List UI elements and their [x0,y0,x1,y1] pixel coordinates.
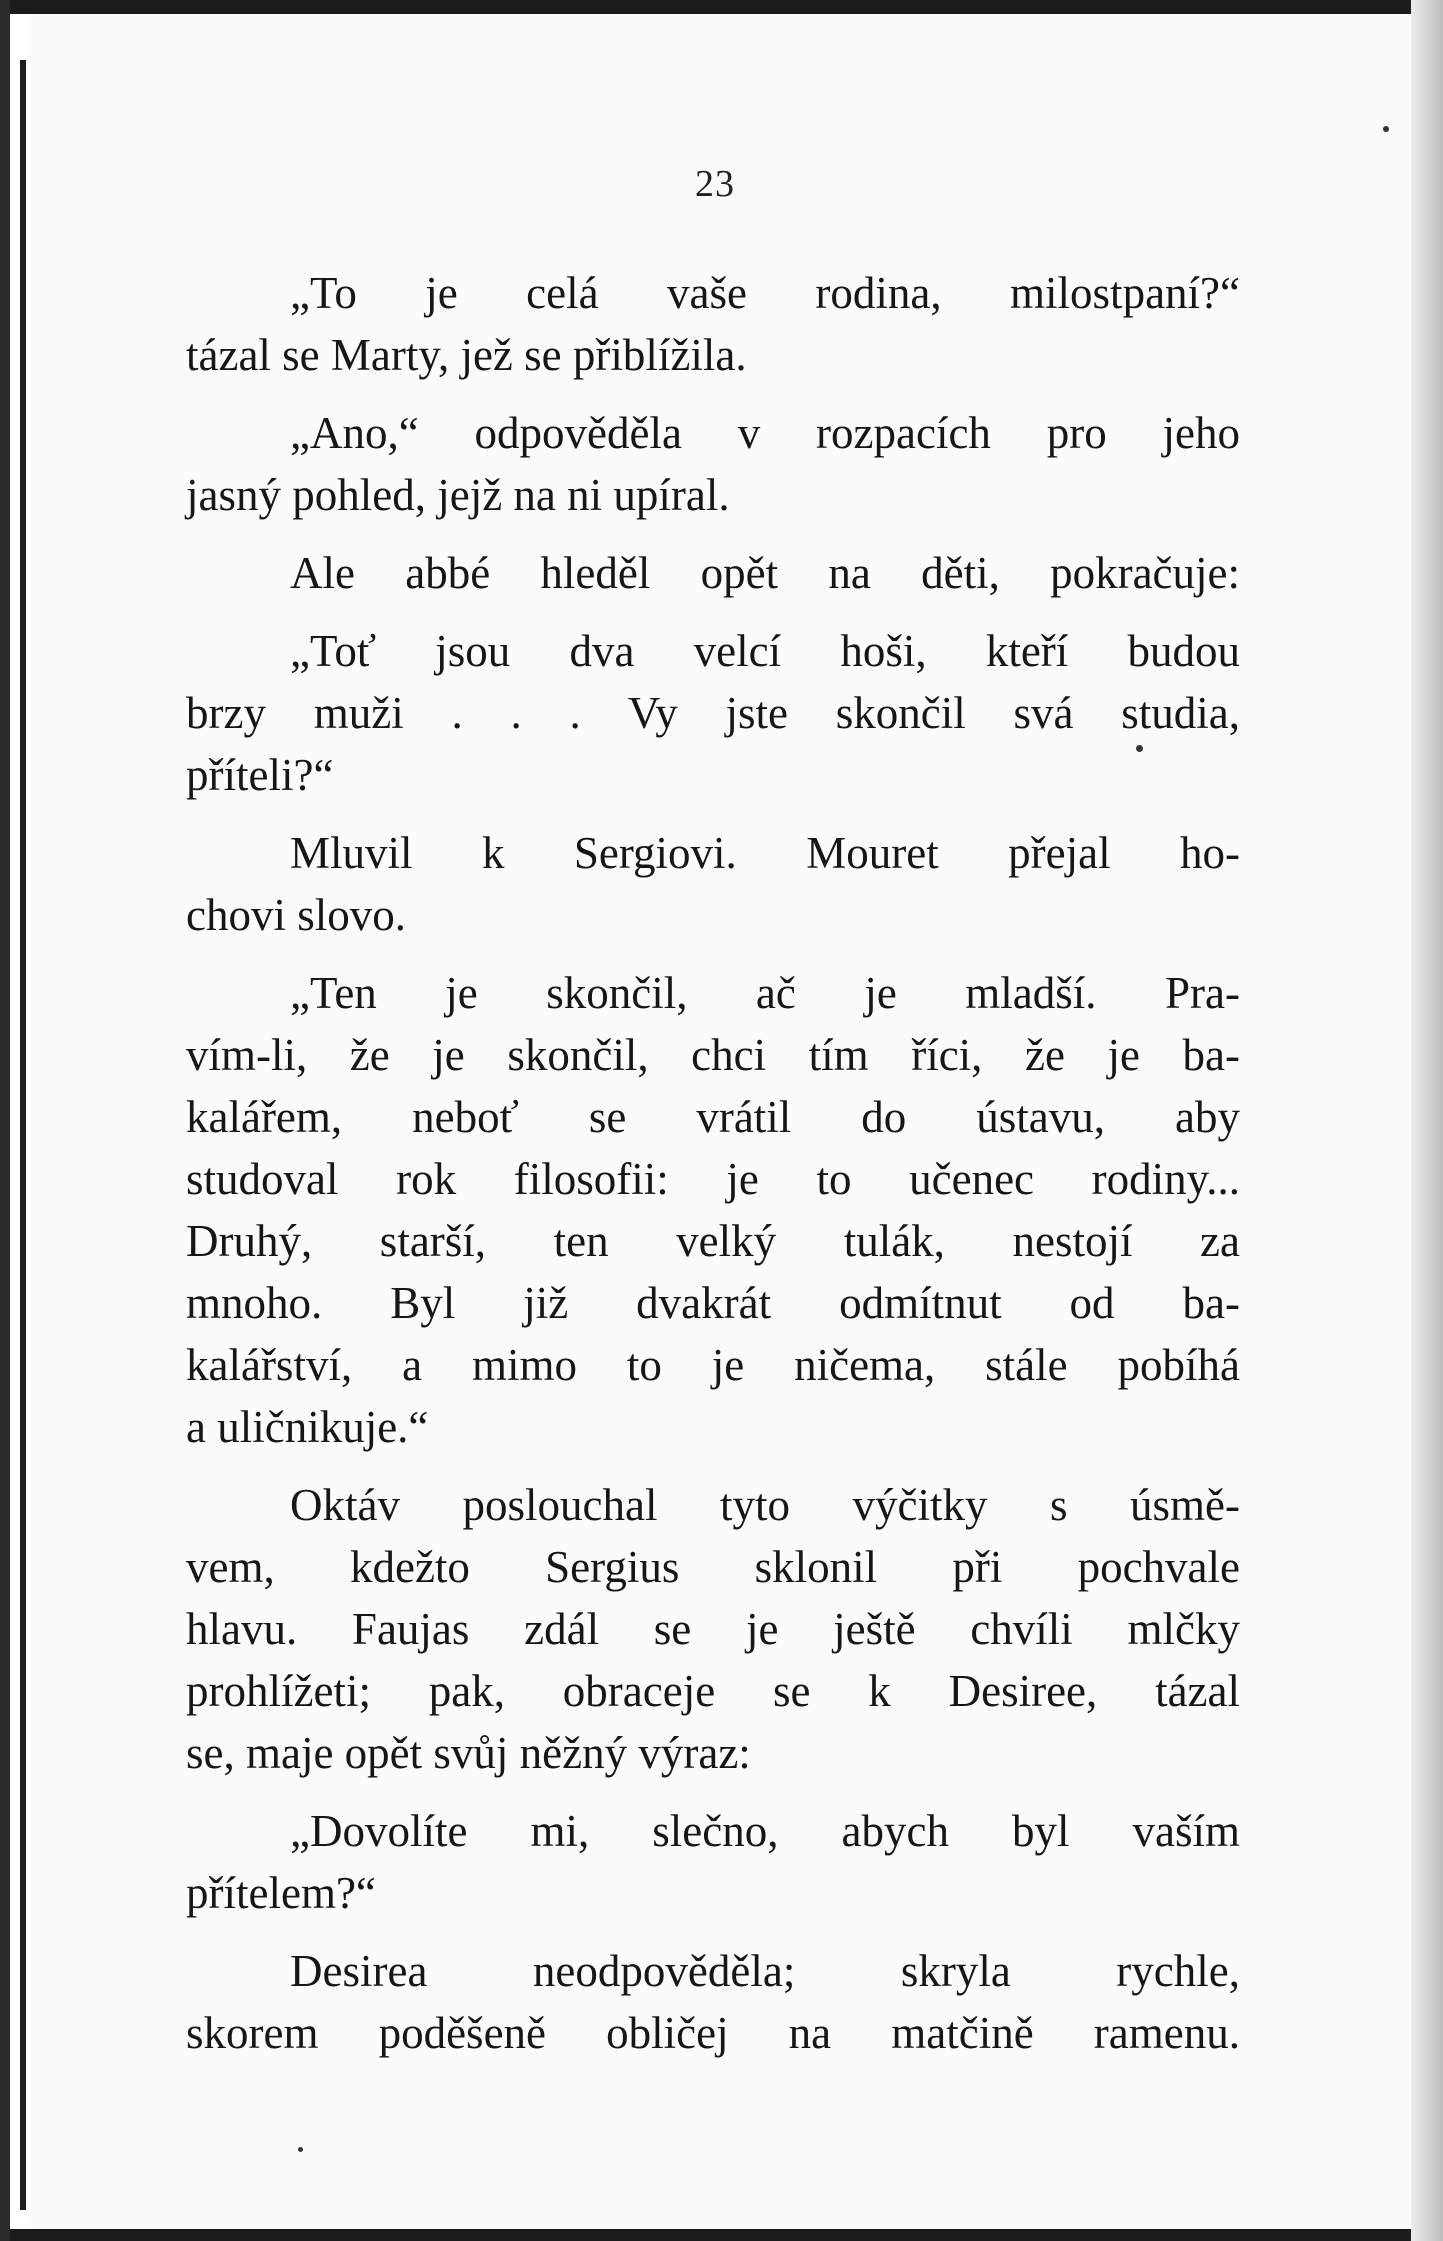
text-line: kalářství, a mimo to je ničema, stále pobíhá [186,1340,1240,1390]
text-line: Desirea neodpověděla; skryla rychle, [290,1946,1240,1996]
text-line: studoval rok filosofii: je to učenec rodiny... [186,1154,1240,1204]
scan-border-bottom [0,2229,1443,2241]
text-line: kalářem, neboť se vrátil do ústavu, aby [186,1092,1240,1142]
text-line: brzy muži . . . Vy jste skončil svá studia, [186,688,1240,738]
text-line: „Dovolíte mi, slečno, abych byl vaším [290,1806,1240,1856]
text-line: jasný pohled, jejž na ni upíral. [186,470,730,520]
text-line: Ale abbé hleděl opět na děti, pokračuje: [290,548,1240,598]
text-line: hlavu. Faujas zdál se je ještě chvíli mlčky [186,1604,1240,1654]
text-line: „Ten je skončil, ač je mladší. Pra- [290,968,1240,1018]
text-line: „Ano,“ odpověděla v rozpacích pro jeho [290,408,1240,458]
text-line: se, maje opět svůj něžný výraz: [186,1728,751,1778]
text-line: příteli?“ [186,750,334,800]
text-line: vím-li, že je skončil, chci tím říci, že je ba- [186,1030,1240,1080]
text-line: Druhý, starší, ten velký tulák, nestojí za [186,1216,1240,1266]
text-line: Mluvil k Sergiovi. Mouret přejal ho- [290,828,1240,878]
text-line: vem, kdežto Sergius sklonil při pochvale [186,1542,1240,1592]
page-edge-shadow [1411,0,1443,2241]
scan-border-top [0,0,1443,14]
scan-border-left [0,0,10,2241]
binding-edge [20,60,26,2210]
page-number: 23 [695,163,735,205]
text-line: Oktáv poslouchal tyto výčitky s úsmě- [290,1480,1240,1530]
dust-speck [1383,126,1389,132]
text-line: a uličnikuje.“ [186,1402,429,1452]
text-line: „To je celá vaše rodina, milostpaní?“ [290,268,1240,318]
text-line: přítelem?“ [186,1868,376,1918]
text-line: skorem poděšeně obličej na matčině ramenu. [186,2008,1240,2058]
dust-speck [298,2147,303,2152]
text-line: prohlížeti; pak, obraceje se k Desiree, tázal [186,1666,1240,1716]
body-text [186,262,1240,2064]
text-line: tázal se Marty, jež se přiblížila. [186,330,747,380]
text-line: „Toť jsou dva velcí hoši, kteří budou [290,626,1240,676]
text-line: chovi slovo. [186,890,406,940]
text-line: mnoho. Byl již dvakrát odmítnut od ba- [186,1278,1240,1328]
